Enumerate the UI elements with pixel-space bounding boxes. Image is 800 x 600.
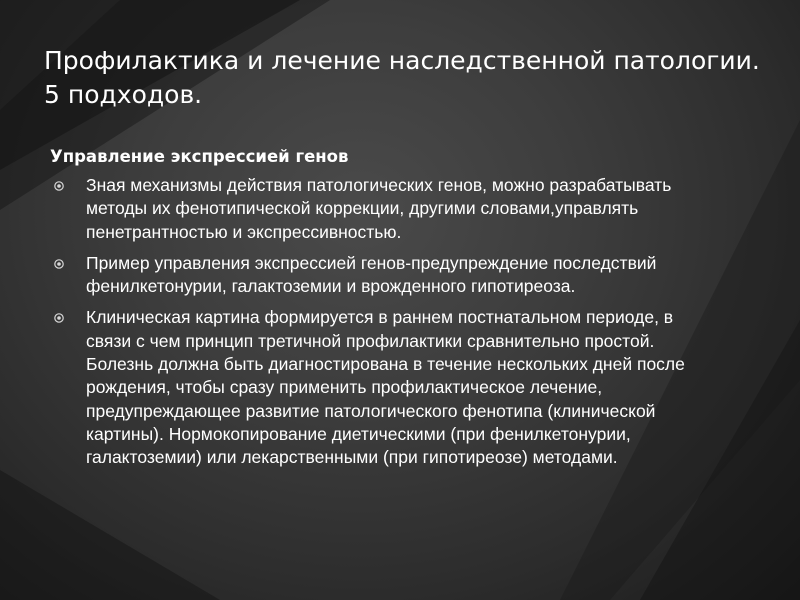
list-item-text: Клиническая картина формируется в раннем постнатальном периоде, в связи с чем принцип третичной профилактики сравнительно простой. Болезнь должна быть диагностирована в течение нескольких дней после рождения, чтобы сразу применить профилактическое лечение, предупреждающее развитие патологического фенотипа (клинической картины). Нормокопирование диетическими (при фенилкетонурии, галактоземии) или лекарственными (при гипотиреозе) методами. bbox=[86, 307, 685, 468]
slide-content bbox=[50, 146, 690, 478]
circle-bullet-icon bbox=[54, 181, 64, 191]
slide-title-line-1: Профилактика и лечение наследственной патологии. bbox=[44, 46, 760, 75]
list-item-text: Зная механизмы действия патологических генов, можно разрабатывать методы их фенотипической коррекции, другими словами,управлять пенетрантностью и экспрессивностью. bbox=[86, 175, 672, 242]
circle-bullet-icon bbox=[54, 259, 64, 269]
list-item bbox=[50, 174, 690, 244]
slide-title bbox=[44, 44, 784, 112]
decor-band-bottom-left bbox=[0, 470, 220, 600]
slide-title-line-2: 5 подходов. bbox=[44, 80, 203, 109]
list-item-text: Пример управления экспрессией генов-предупреждение последствий фенилкетонурии, галактоземии и врожденного гипотиреоза. bbox=[86, 252, 657, 297]
list-item bbox=[50, 252, 690, 299]
bullet-list bbox=[50, 174, 690, 470]
circle-bullet-icon bbox=[54, 313, 64, 323]
section-heading: Управление экспрессией генов bbox=[50, 147, 349, 166]
list-item bbox=[50, 306, 690, 469]
